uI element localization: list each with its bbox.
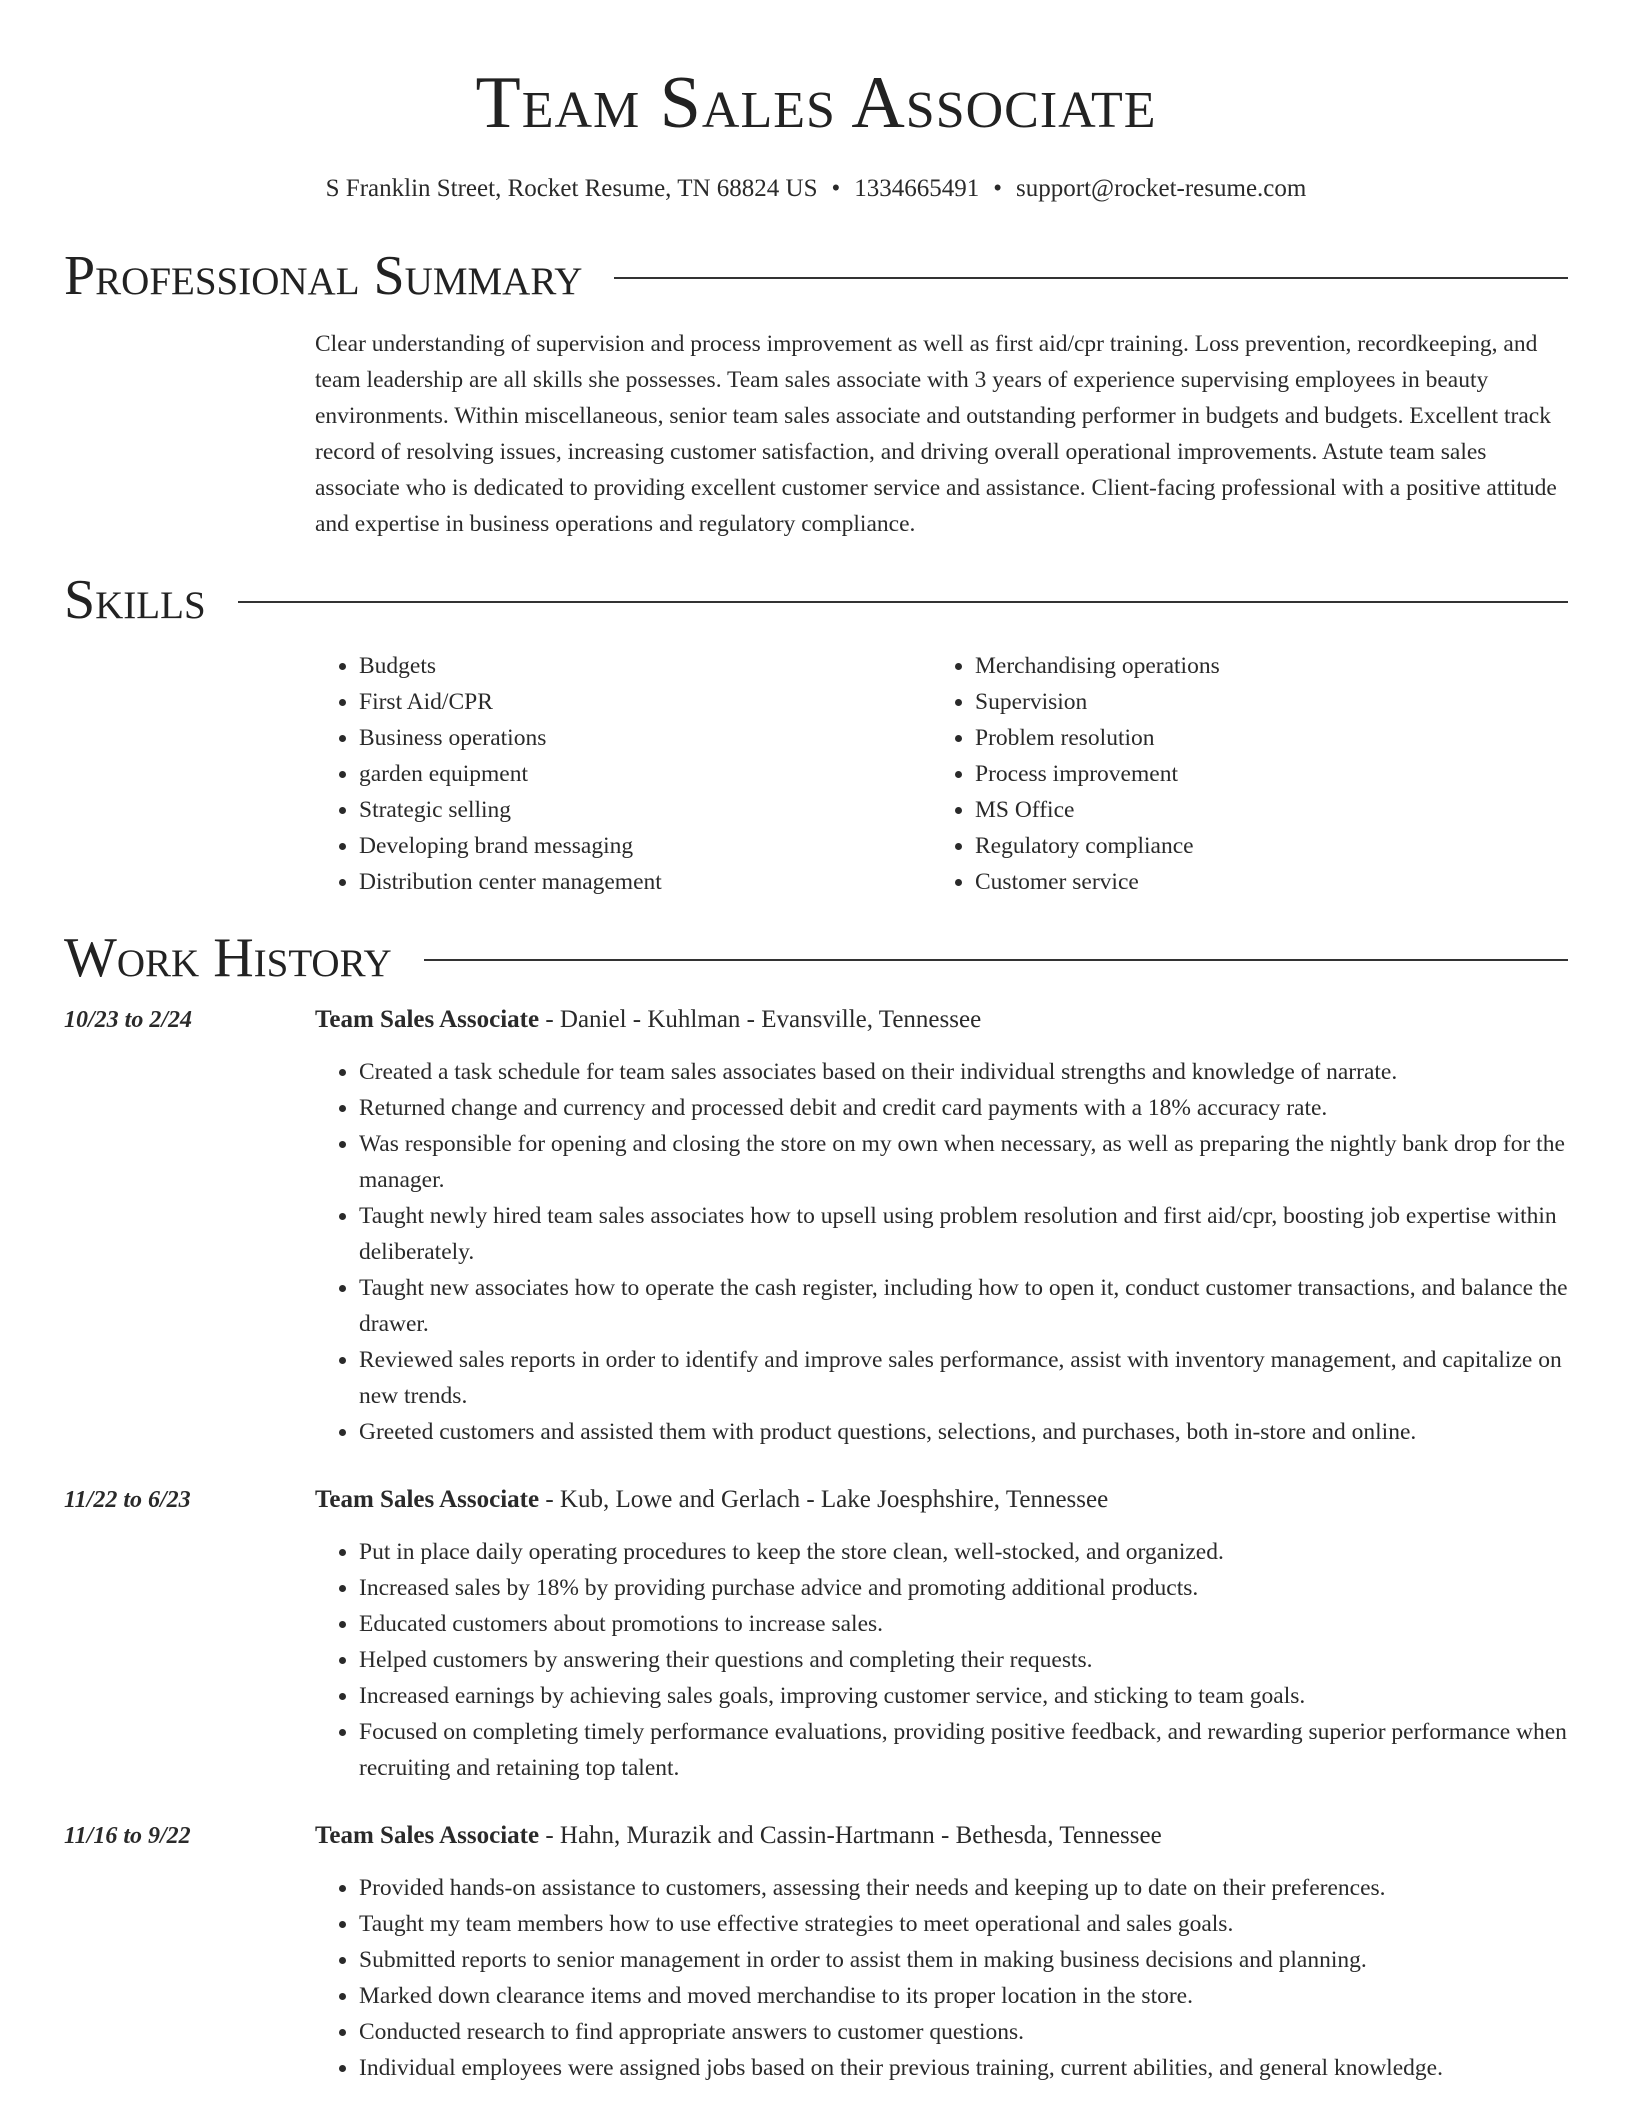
work-section-title: Work History [64,927,392,989]
job-bullet: • Helped customers by answering their questions and completing their requests. [359,1642,1568,1678]
skill-item: • Regulatory compliance [975,828,1547,864]
resume-name: Team Sales Associate [475,62,1157,144]
job-bullet: • Put in place daily operating procedures to keep the store clean, well-stocked, and organized. [359,1534,1568,1570]
skills-body [315,648,1568,900]
job-role: Team Sales Associate [315,1006,540,1033]
job-bullet: • Increased earnings by achieving sales goals, improving customer service, and sticking to team goals. [359,1678,1568,1714]
job-bullet: • Individual employees were assigned jobs based on their previous training, current abilities, and general knowledge. [359,2050,1568,2086]
skills-section-title: Skills [64,569,206,631]
job-entry [64,1818,1568,2086]
skill-item: • Process improvement [975,756,1547,792]
job-bullet: • Reviewed sales reports in order to identify and improve sales performance, assist with inventory management, and capitalize on new trends. [359,1342,1568,1414]
skill-item: • Merchandising operations [975,648,1547,684]
contact-line [64,172,1568,206]
job-bullet: • Educated customers about promotions to increase sales. [359,1606,1568,1642]
job-heading [315,1482,1568,1518]
job-entry [64,1482,1568,1786]
skill-item: • Supervision [975,684,1547,720]
skill-item: • Problem resolution [975,720,1547,756]
job-employer-location: - Kub, Lowe and Gerlach - Lake Joesphshire, Tennessee [539,1486,1109,1513]
summary-text: Clear understanding of supervision and process improvement as well as first aid/cpr training. Loss prevention, recordkeeping, and team leadership are all skills she possesses. Team sales associate with 3 years of experience supervising employees in beauty environments. Within miscellaneous, senior team sales associate and outstanding performer in budgets and budgets. Excellent track record of resolving issues, increasing customer satisfaction, and driving overall operational improvements. Astute team sales associate who is dedicated to providing excellent customer service and assistance. Client-facing professional with a positive attitude and expertise in business operations and regulatory compliance. [315,331,1557,537]
work-section-header [64,926,1568,990]
skill-item: • Customer service [975,864,1547,900]
job-employer-location: - Daniel - Kuhlman - Evansville, Tennessee [539,1006,982,1033]
skill-item: • Business operations [359,720,931,756]
job-heading [315,1818,1568,1854]
skill-item: • garden equipment [359,756,931,792]
section-divider [424,959,1568,961]
resume-page [64,0,1568,2086]
job-bullet: • Taught my team members how to use effective strategies to meet operational and sales goals. [359,1906,1568,1942]
job-bullets [315,1534,1568,1786]
job-bullets [315,1870,1568,2086]
job-entry [64,1002,1568,1450]
contact-separator: • [831,175,841,202]
contact-separator: • [993,175,1003,202]
job-bullet: • Provided hands-on assistance to customers, assessing their needs and keeping up to date on their preferences. [359,1870,1568,1906]
summary-section-header [64,244,1568,308]
job-bullet: • Increased sales by 18% by providing purchase advice and promoting additional products. [359,1570,1568,1606]
work-history-list [64,1002,1568,2086]
job-bullet: • Was responsible for opening and closing the store on my own when necessary, as well as preparing the nightly bank drop for the manager. [359,1126,1568,1198]
job-bullet: • Created a task schedule for team sales associates based on their individual strengths and knowledge of narrate. [359,1054,1568,1090]
skills-section-header [64,568,1568,632]
job-bullet: • Conducted research to find appropriate answers to customer questions. [359,2014,1568,2050]
contact-phone: 1334665491 [854,175,980,202]
section-divider [238,601,1568,603]
job-dates: 10/23 to 2/24 [64,1007,193,1033]
skills-column-right [931,648,1547,900]
job-bullet: • Returned change and currency and processed debit and credit card payments with a 18% accuracy rate. [359,1090,1568,1126]
job-role: Team Sales Associate [315,1486,540,1513]
job-role: Team Sales Associate [315,1822,540,1849]
job-bullet: • Taught new associates how to operate the cash register, including how to open it, conduct customer transactions, and balance the drawer. [359,1270,1568,1342]
job-bullets [315,1054,1568,1450]
skill-item: • First Aid/CPR [359,684,931,720]
section-divider [614,277,1568,279]
skill-item: • MS Office [975,792,1547,828]
job-bullet: • Taught newly hired team sales associates how to upsell using problem resolution and first aid/cpr, boosting job expertise within deliberately. [359,1198,1568,1270]
skill-item: • Strategic selling [359,792,931,828]
job-dates: 11/16 to 9/22 [64,1823,191,1849]
summary-section-title: Professional Summary [64,245,583,307]
job-dates: 11/22 to 6/23 [64,1487,191,1513]
job-bullet: • Marked down clearance items and moved merchandise to its proper location in the store. [359,1978,1568,2014]
skill-item: • Budgets [359,648,931,684]
job-bullet: • Focused on completing timely performance evaluations, providing positive feedback, and rewarding superior performance when recruiting and retaining top talent. [359,1714,1568,1786]
job-heading [315,1002,1568,1038]
job-employer-location: - Hahn, Murazik and Cassin-Hartmann - Bethesda, Tennessee [539,1822,1162,1849]
job-bullet: • Greeted customers and assisted them with product questions, selections, and purchases, both in-store and online. [359,1414,1568,1450]
job-bullet: • Submitted reports to senior management in order to assist them in making business decisions and planning. [359,1942,1568,1978]
skills-column-left [315,648,931,900]
contact-address: S Franklin Street, Rocket Resume, TN 68824 US [325,175,818,202]
skill-item: • Distribution center management [359,864,931,900]
skill-item: • Developing brand messaging [359,828,931,864]
contact-email: support@rocket-resume.com [1016,175,1307,202]
